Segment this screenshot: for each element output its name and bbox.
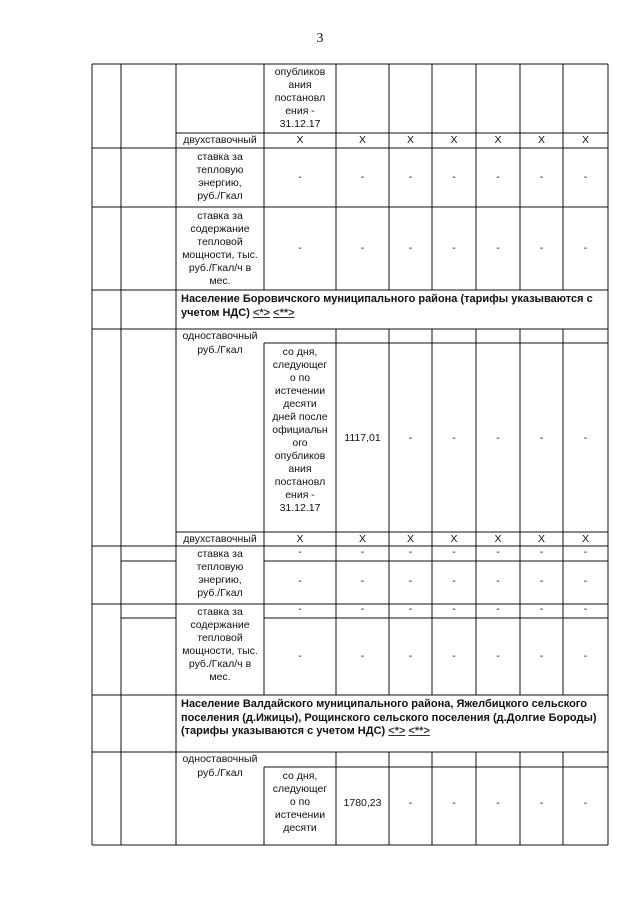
dash-cell: -: [583, 546, 588, 558]
dash-cell: -: [583, 650, 588, 662]
tariff-value: 1117,01: [344, 432, 381, 444]
dash-cell: -: [360, 650, 365, 662]
dash-cell: -: [539, 575, 544, 587]
dash-cell: -: [360, 546, 365, 558]
x-mark: Х: [296, 533, 304, 545]
dash-cell: -: [496, 650, 500, 662]
dash-cell: -: [360, 575, 365, 587]
dash-cell: -: [452, 650, 456, 662]
x-mark: Х: [494, 533, 502, 545]
dash-cell: -: [496, 546, 500, 558]
x-mark: Х: [537, 134, 545, 146]
x-mark: Х: [406, 134, 414, 146]
dash-cell: -: [360, 603, 365, 615]
dash-cell: -: [298, 546, 302, 558]
row-label-one-part: одноставочный: [182, 753, 258, 765]
row-label-capacity-rate: ставка за содержание тепловой мощности, тыс. руб./Гкал/ч в мес.: [182, 606, 258, 683]
x-mark: Х: [296, 134, 304, 146]
x-mark: Х: [450, 533, 458, 545]
validity-period-cell: опубликов ания постановл ения - 31.12.17: [274, 66, 326, 130]
dash-cell: -: [408, 797, 413, 809]
dash-cell: -: [539, 546, 544, 558]
dash-cell: -: [583, 242, 588, 254]
page-number: 3: [316, 31, 324, 46]
dash-cell: -: [452, 546, 456, 558]
x-mark: Х: [406, 533, 414, 545]
row-label-capacity-rate: ставка за содержание тепловой мощности, тыс. руб./Гкал/ч в мес.: [182, 210, 258, 287]
footnote-ref[interactable]: <**>: [273, 306, 295, 319]
x-mark: Х: [581, 533, 589, 545]
dash-cell: -: [408, 171, 413, 183]
dash-cell: -: [496, 797, 500, 809]
dash-cell: -: [452, 242, 456, 254]
dash-cell: -: [452, 575, 456, 587]
dash-cell: -: [408, 650, 413, 662]
dash-cell: -: [496, 171, 500, 183]
dash-cell: -: [360, 171, 365, 183]
dash-cell: -: [583, 797, 588, 809]
dash-cell: -: [583, 575, 588, 587]
section-header-valdai: [181, 698, 605, 739]
dash-cell: -: [408, 575, 413, 587]
dash-cell: -: [452, 603, 456, 615]
dash-cell: -: [452, 432, 456, 444]
x-mark: Х: [358, 134, 366, 146]
dash-cell: -: [298, 575, 302, 587]
row-label-unit: руб./Гкал: [197, 767, 243, 779]
x-mark: Х: [450, 134, 458, 146]
row-label-one-part: одноставочный: [182, 330, 258, 342]
dash-cell: -: [408, 546, 413, 558]
section-header-borovichi: [181, 293, 605, 320]
footnote-ref[interactable]: <**>: [408, 725, 430, 737]
dash-cell: -: [539, 650, 544, 662]
dash-cell: -: [583, 603, 588, 615]
dash-cell: -: [360, 242, 365, 254]
dash-cell: -: [583, 171, 588, 183]
dash-cell: -: [298, 242, 302, 254]
row-label-two-part: двухставочный: [183, 134, 257, 146]
tariff-value: 1780,23: [343, 797, 382, 809]
x-mark: Х: [494, 134, 502, 146]
dash-cell: -: [408, 242, 413, 254]
x-mark: Х: [537, 533, 545, 545]
row-label-heat-rate: ставка за тепловую энергию, руб./Гкал: [196, 548, 244, 599]
dash-cell: -: [452, 797, 456, 809]
footnote-ref[interactable]: <*>: [388, 725, 406, 737]
dash-cell: -: [583, 432, 588, 444]
row-label-unit: руб./Гкал: [197, 344, 243, 356]
dash-cell: -: [496, 575, 500, 587]
footnote-ref[interactable]: <*>: [252, 306, 271, 319]
dash-cell: -: [298, 650, 302, 662]
row-label-two-part: двухставочный: [183, 533, 257, 545]
section-header-text: Население Валдайского муниципального района, Яжелбицкого сельского поселения (д.Ижицы), Рощинского сельского поселения (д.Долгие Бороды) (тарифы указываются с учетом НДС): [181, 698, 597, 737]
dash-cell: -: [496, 603, 500, 615]
validity-period-cell: со дня, следующег о по истечении десяти дней после официальн ого опубликов ания постановл ения - 31.12.17: [272, 346, 328, 514]
dash-cell: -: [452, 171, 456, 183]
row-label-heat-rate: ставка за тепловую энергию, руб./Гкал: [196, 151, 244, 202]
dash-cell: -: [539, 171, 544, 183]
dash-cell: -: [298, 171, 302, 183]
dash-cell: -: [496, 242, 500, 254]
section-header-text: Население Боровичского муниципального района (тарифы указываются с учетом НДС): [181, 293, 593, 319]
x-mark: Х: [358, 533, 366, 545]
dash-cell: -: [539, 242, 544, 254]
validity-period-cell: со дня, следующег о по истечении десяти: [272, 770, 328, 834]
dash-cell: -: [298, 603, 302, 615]
dash-cell: -: [496, 432, 500, 444]
dash-cell: -: [539, 797, 544, 809]
x-mark: Х: [581, 134, 589, 146]
dash-cell: -: [539, 603, 544, 615]
dash-cell: -: [408, 603, 413, 615]
dash-cell: -: [408, 432, 413, 444]
dash-cell: -: [539, 432, 544, 444]
